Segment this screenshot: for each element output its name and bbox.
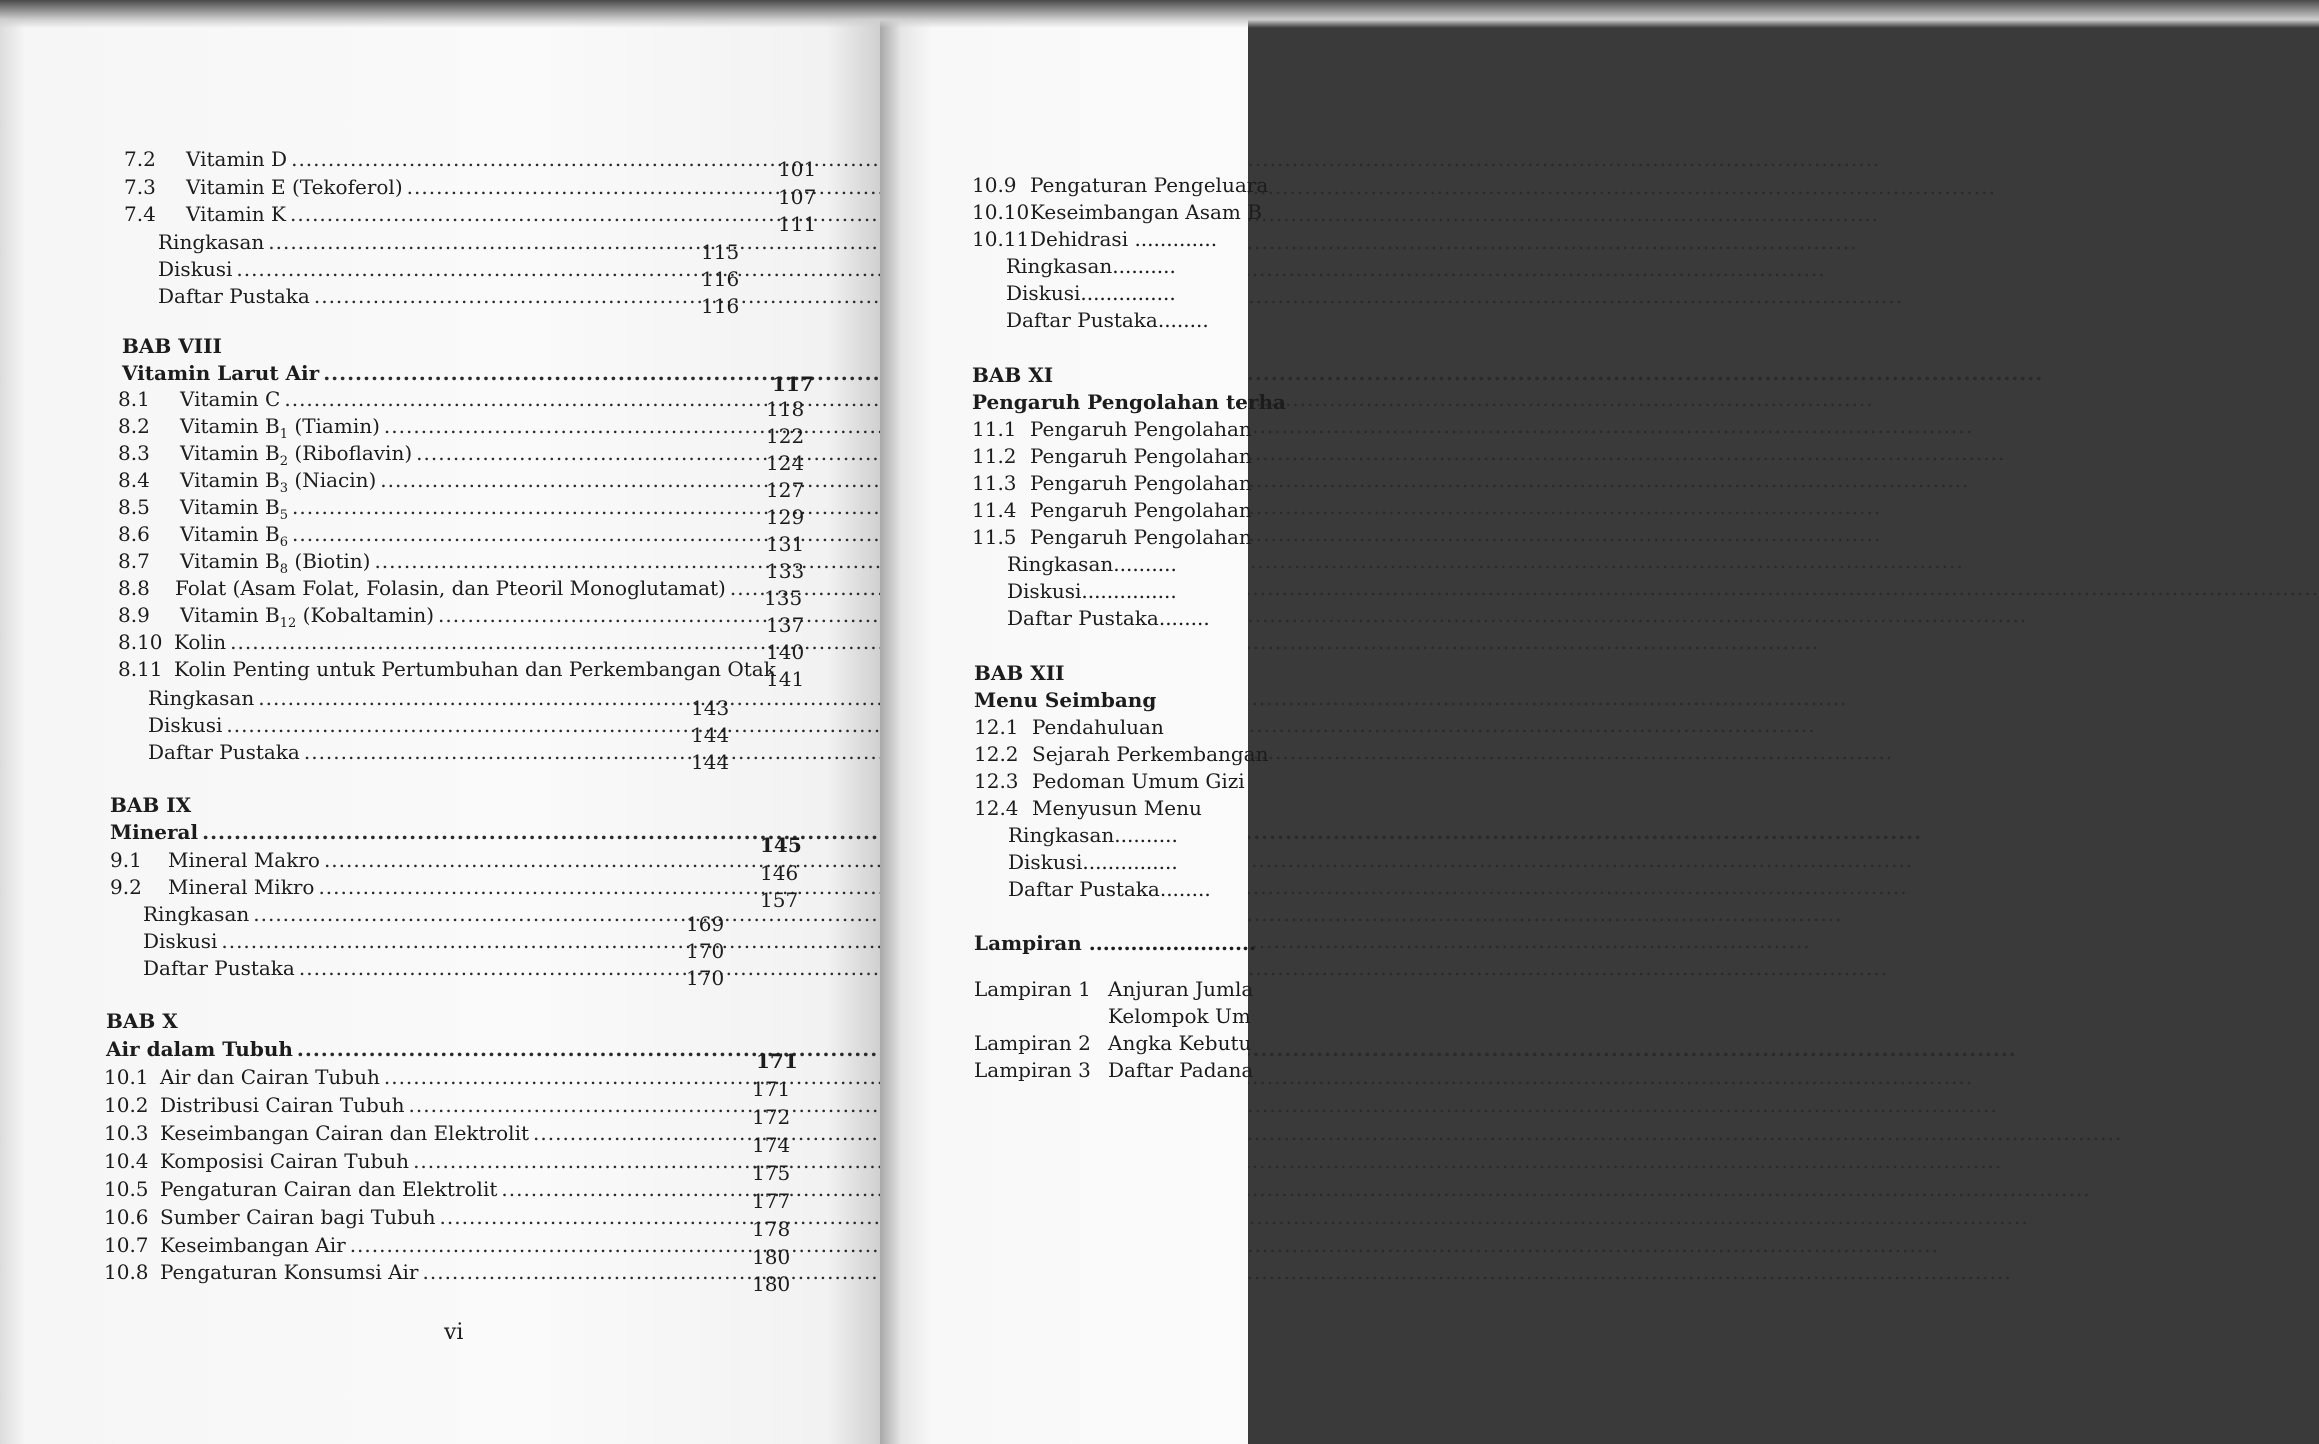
entry-page: 157 bbox=[760, 888, 799, 912]
dot-leader bbox=[438, 602, 746, 629]
entry-page: 135 bbox=[764, 586, 803, 610]
entry-title: Diskusi bbox=[148, 713, 223, 737]
subscript: 6 bbox=[279, 535, 289, 550]
entry-title: Pengaturan Pengeluara bbox=[1030, 173, 1269, 197]
entry-title: Diskusi............... bbox=[1006, 281, 1176, 305]
dot-leader bbox=[409, 1092, 734, 1119]
dot-leader bbox=[407, 174, 774, 201]
entry-title-suffix: (Riboflavin) bbox=[288, 441, 413, 465]
entry-page: 174 bbox=[752, 1133, 791, 1157]
entry-number: 8.6 bbox=[118, 522, 150, 546]
entry-title: Ringkasan.......... bbox=[1008, 823, 1178, 847]
entry-title: Daftar Pustaka........ bbox=[1007, 606, 1210, 630]
entry-number: 10.11 bbox=[972, 227, 1030, 251]
dot-leader bbox=[226, 712, 689, 739]
dot-leader bbox=[236, 256, 699, 283]
entry-page: 180 bbox=[752, 1245, 791, 1269]
entry-title: Vitamin Larut Air bbox=[122, 361, 320, 385]
entry-page: 171 bbox=[752, 1077, 791, 1101]
dot-leader bbox=[292, 494, 746, 521]
entry-title: Sumber Cairan bagi Tubuh bbox=[160, 1205, 436, 1229]
subscript: 2 bbox=[279, 454, 289, 469]
dot-leader bbox=[268, 229, 699, 256]
dot-leader bbox=[730, 575, 744, 602]
entry-title: Daftar Padana bbox=[1108, 1058, 1254, 1082]
dot-leader bbox=[292, 521, 746, 548]
entry-title: Vitamin $B_3$ (Niacin) bbox=[180, 468, 377, 496]
top-edge-shadow bbox=[0, 0, 2319, 28]
entry-page: 175 bbox=[752, 1161, 791, 1185]
entry-number: 8.9 bbox=[118, 603, 150, 627]
entry-number: 8.8 bbox=[118, 576, 150, 600]
entry-title: Daftar Pustaka bbox=[143, 956, 295, 980]
subscript: 12 bbox=[279, 616, 297, 631]
entry-number: 11.3 bbox=[972, 471, 1017, 495]
entry-title: Pengaturan Konsumsi Air bbox=[160, 1260, 419, 1284]
entry-number: 10.1 bbox=[104, 1065, 149, 1089]
dot-leader bbox=[384, 413, 746, 440]
entry-title: Lampiran ........................ bbox=[974, 931, 1256, 955]
entry-title: Menu Seimbang bbox=[974, 688, 1157, 712]
entry-page: 170 bbox=[686, 939, 725, 963]
dot-leader bbox=[533, 1120, 734, 1147]
entry-number: 9.1 bbox=[110, 848, 142, 872]
entry-title: Vitamin C bbox=[180, 387, 281, 411]
entry-title: Diskusi bbox=[143, 929, 218, 953]
dot-leader bbox=[413, 1148, 734, 1175]
dot-leader bbox=[380, 467, 746, 494]
entry-title: Vitamin D bbox=[186, 147, 288, 171]
entry-number: 10.9 bbox=[972, 173, 1017, 197]
entry-title-suffix: (Kobaltamin) bbox=[296, 603, 435, 627]
entry-number: 10.2 bbox=[104, 1093, 149, 1117]
entry-page: 170 bbox=[686, 966, 725, 990]
entry-title: Vitamin $B_8$ (Biotin) bbox=[180, 549, 371, 577]
entry-title: Ringkasan.......... bbox=[1007, 552, 1177, 576]
entry-number: 7.2 bbox=[124, 147, 156, 171]
entry-title: Pengaturan Cairan dan Elektrolit bbox=[160, 1177, 498, 1201]
entry-title: Keseimbangan Asam B bbox=[1030, 200, 1262, 224]
chapter-label: BAB X bbox=[106, 1009, 178, 1033]
entry-title: Sejarah Perkembangan bbox=[1032, 742, 1269, 766]
dot-leader bbox=[258, 685, 689, 712]
entry-title: Mineral Mikro bbox=[168, 875, 315, 899]
entry-page: 129 bbox=[766, 505, 805, 529]
dot-leader bbox=[202, 819, 760, 846]
entry-title: Keseimbangan Cairan dan Elektrolit bbox=[160, 1121, 530, 1145]
entry-page: 177 bbox=[752, 1189, 791, 1213]
entry-title: Daftar Pustaka bbox=[148, 740, 300, 764]
dot-leader bbox=[384, 1064, 734, 1091]
entry-number: 12.4 bbox=[974, 796, 1019, 820]
subscript: 1 bbox=[279, 427, 289, 442]
entry-title: Pendahuluan bbox=[1032, 715, 1164, 739]
entry-page: 133 bbox=[766, 559, 805, 583]
chapter-label: BAB XI bbox=[972, 363, 1054, 387]
entry-title: Kolin bbox=[174, 630, 227, 654]
dot-leader bbox=[423, 1259, 735, 1286]
entry-number: 10.6 bbox=[104, 1205, 149, 1229]
right-page bbox=[902, 0, 1286, 1444]
entry-title: Vitamin K bbox=[186, 202, 286, 226]
entry-number: 7.4 bbox=[124, 202, 156, 226]
entry-number: 10.3 bbox=[104, 1121, 149, 1145]
entry-page: 143 bbox=[691, 696, 730, 720]
right-toc bbox=[902, 0, 1286, 1444]
entry-title: Folat (Asam Folat, Folasin, dan Pteoril Monoglutamat) bbox=[175, 576, 726, 600]
entry-page: 124 bbox=[766, 451, 805, 475]
entry-page: 146 bbox=[760, 861, 799, 885]
dot-leader bbox=[374, 548, 746, 575]
entry-title: Komposisi Cairan Tubuh bbox=[160, 1149, 410, 1173]
dot-leader bbox=[299, 955, 684, 982]
dot-leader bbox=[501, 1176, 734, 1203]
page-number: vi bbox=[444, 1320, 464, 1345]
entry-number: 11.1 bbox=[972, 417, 1017, 441]
entry-title: Ringkasan bbox=[148, 686, 255, 710]
entry-page: 116 bbox=[701, 294, 740, 318]
dot-leader bbox=[314, 283, 699, 310]
entry-page: 137 bbox=[766, 613, 805, 637]
dot-leader bbox=[416, 440, 746, 467]
entry-title: Vitamin $B_{12}$ (Kobaltamin) bbox=[180, 603, 435, 631]
entry-title: Diskusi............... bbox=[1008, 850, 1178, 874]
entry-title: Dehidrasi ............. bbox=[1030, 227, 1218, 251]
entry-number: 8.1 bbox=[118, 387, 150, 411]
entry-title: Kelompok Um bbox=[1108, 1004, 1251, 1028]
entry-number: 12.2 bbox=[974, 742, 1019, 766]
dot-leader bbox=[284, 386, 746, 413]
entry-number: 11.5 bbox=[972, 525, 1017, 549]
entry-page: 115 bbox=[701, 240, 740, 264]
subscript: 5 bbox=[279, 508, 289, 523]
chapter-label: BAB VIII bbox=[122, 334, 222, 358]
book-gutter bbox=[880, 0, 902, 1444]
entry-title: Diskusi............... bbox=[1007, 579, 1177, 603]
entry-number: 11.4 bbox=[972, 498, 1017, 522]
entry-page: 171 bbox=[756, 1049, 798, 1073]
entry-title: Keseimbangan Air bbox=[160, 1233, 346, 1257]
entry-number: 10.8 bbox=[104, 1260, 149, 1284]
dot-leader bbox=[304, 739, 689, 766]
entry-title: Vitamin E (Tekoferol) bbox=[186, 175, 403, 199]
entry-page: 144 bbox=[691, 723, 730, 747]
entry-number: 8.2 bbox=[118, 414, 150, 438]
entry-number: 8.10 bbox=[118, 630, 163, 654]
left-toc bbox=[0, 0, 880, 1444]
entry-page: 141 bbox=[766, 667, 805, 691]
entry-page: 178 bbox=[752, 1217, 791, 1241]
entry-number: 7.3 bbox=[124, 175, 156, 199]
entry-page: 180 bbox=[752, 1272, 791, 1296]
entry-number: Lampiran 1 bbox=[974, 977, 1091, 1001]
subscript: 3 bbox=[279, 481, 289, 496]
entry-number: 8.5 bbox=[118, 495, 150, 519]
entry-title: Vitamin $B_5$ bbox=[180, 495, 289, 523]
entry-title: Pedoman Umum Gizi bbox=[1032, 769, 1245, 793]
chapter-label: BAB IX bbox=[110, 793, 192, 817]
entry-page: 127 bbox=[766, 478, 805, 502]
entry-page: 144 bbox=[691, 750, 730, 774]
entry-number: Lampiran 2 bbox=[974, 1031, 1091, 1055]
entry-title: Distribusi Cairan Tubuh bbox=[160, 1093, 405, 1117]
entry-title: Anjuran Jumla bbox=[1108, 977, 1254, 1001]
entry-title: Angka Kebutu bbox=[1108, 1031, 1252, 1055]
dot-leader bbox=[297, 1036, 756, 1063]
entry-number: 12.3 bbox=[974, 769, 1019, 793]
entry-title: Daftar Pustaka bbox=[158, 284, 310, 308]
entry-number: 9.2 bbox=[110, 875, 142, 899]
dot-leader bbox=[323, 360, 772, 387]
entry-number: 10.10 bbox=[972, 200, 1030, 224]
entry-number: 8.7 bbox=[118, 549, 150, 573]
entry-title: Pengaruh Pengolahan terha bbox=[972, 390, 1286, 414]
entry-title: Mineral bbox=[110, 820, 199, 844]
entry-title: Vitamin $B_2$ (Riboflavin) bbox=[180, 441, 413, 469]
dot-leader bbox=[230, 629, 746, 656]
entry-number: 11.2 bbox=[972, 444, 1017, 468]
dot-leader bbox=[440, 1204, 734, 1231]
entry-page: 111 bbox=[778, 212, 817, 236]
entry-title: Pengaruh Pengolahan bbox=[1030, 525, 1252, 549]
entry-page: 118 bbox=[766, 397, 805, 421]
entry-page: 172 bbox=[752, 1105, 791, 1129]
entry-title: Ringkasan bbox=[143, 902, 250, 926]
dot-leader bbox=[350, 1232, 734, 1259]
entry-number: 10.4 bbox=[104, 1149, 149, 1173]
dot-leader bbox=[291, 146, 774, 173]
entry-number: 8.3 bbox=[118, 441, 150, 465]
dot-leader bbox=[318, 874, 740, 901]
entry-title: Diskusi bbox=[158, 257, 233, 281]
chapter-label: BAB XII bbox=[974, 661, 1065, 685]
entry-title: Ringkasan bbox=[158, 230, 265, 254]
entry-title: Pengaruh Pengolahan bbox=[1030, 417, 1252, 441]
entry-page: 122 bbox=[766, 424, 805, 448]
entry-title: Daftar Pustaka........ bbox=[1006, 308, 1209, 332]
dot-leader bbox=[324, 847, 740, 874]
entry-number: 12.1 bbox=[974, 715, 1019, 739]
entry-page: 116 bbox=[701, 267, 740, 291]
entry-number: Lampiran 3 bbox=[974, 1058, 1091, 1082]
entry-title-suffix: (Biotin) bbox=[288, 549, 371, 573]
entry-title-suffix: (Tiamin) bbox=[288, 414, 380, 438]
entry-title-suffix: (Niacin) bbox=[288, 468, 377, 492]
left-page bbox=[0, 0, 880, 1444]
entry-title: Air dalam Tubuh bbox=[106, 1037, 293, 1061]
entry-page: 101 bbox=[778, 157, 817, 181]
entry-title: Pengaruh Pengolahan bbox=[1030, 471, 1252, 495]
entry-title: Air dan Cairan Tubuh bbox=[160, 1065, 380, 1089]
entry-page: 140 bbox=[766, 640, 805, 664]
entry-number: 8.4 bbox=[118, 468, 150, 492]
entry-title: Mineral Makro bbox=[168, 848, 320, 872]
entry-page: 131 bbox=[766, 532, 805, 556]
entry-title: Pengaruh Pengolahan bbox=[1030, 498, 1252, 522]
entry-page: 107 bbox=[778, 185, 817, 209]
entry-title: Vitamin $B_1$ (Tiamin) bbox=[180, 414, 380, 442]
entry-title: Ringkasan.......... bbox=[1006, 254, 1176, 278]
entry-title: Pengaruh Pengolahan bbox=[1030, 444, 1252, 468]
entry-number: 10.5 bbox=[104, 1177, 149, 1201]
subscript: 8 bbox=[279, 562, 289, 577]
entry-page: 145 bbox=[760, 833, 802, 857]
entry-page: 117 bbox=[772, 372, 814, 396]
entry-number: 8.11 bbox=[118, 657, 163, 681]
dot-leader bbox=[290, 201, 774, 228]
entry-title: Vitamin $B_6$ bbox=[180, 522, 289, 550]
entry-page: 169 bbox=[686, 912, 725, 936]
entry-title: Menyusun Menu bbox=[1032, 796, 1202, 820]
entry-number: 10.7 bbox=[104, 1233, 149, 1257]
dot-leader bbox=[221, 928, 684, 955]
dot-leader bbox=[253, 901, 684, 928]
entry-title: Kolin Penting untuk Pertumbuhan dan Perkembangan Otak bbox=[174, 657, 776, 681]
entry-title: Daftar Pustaka........ bbox=[1008, 877, 1211, 901]
